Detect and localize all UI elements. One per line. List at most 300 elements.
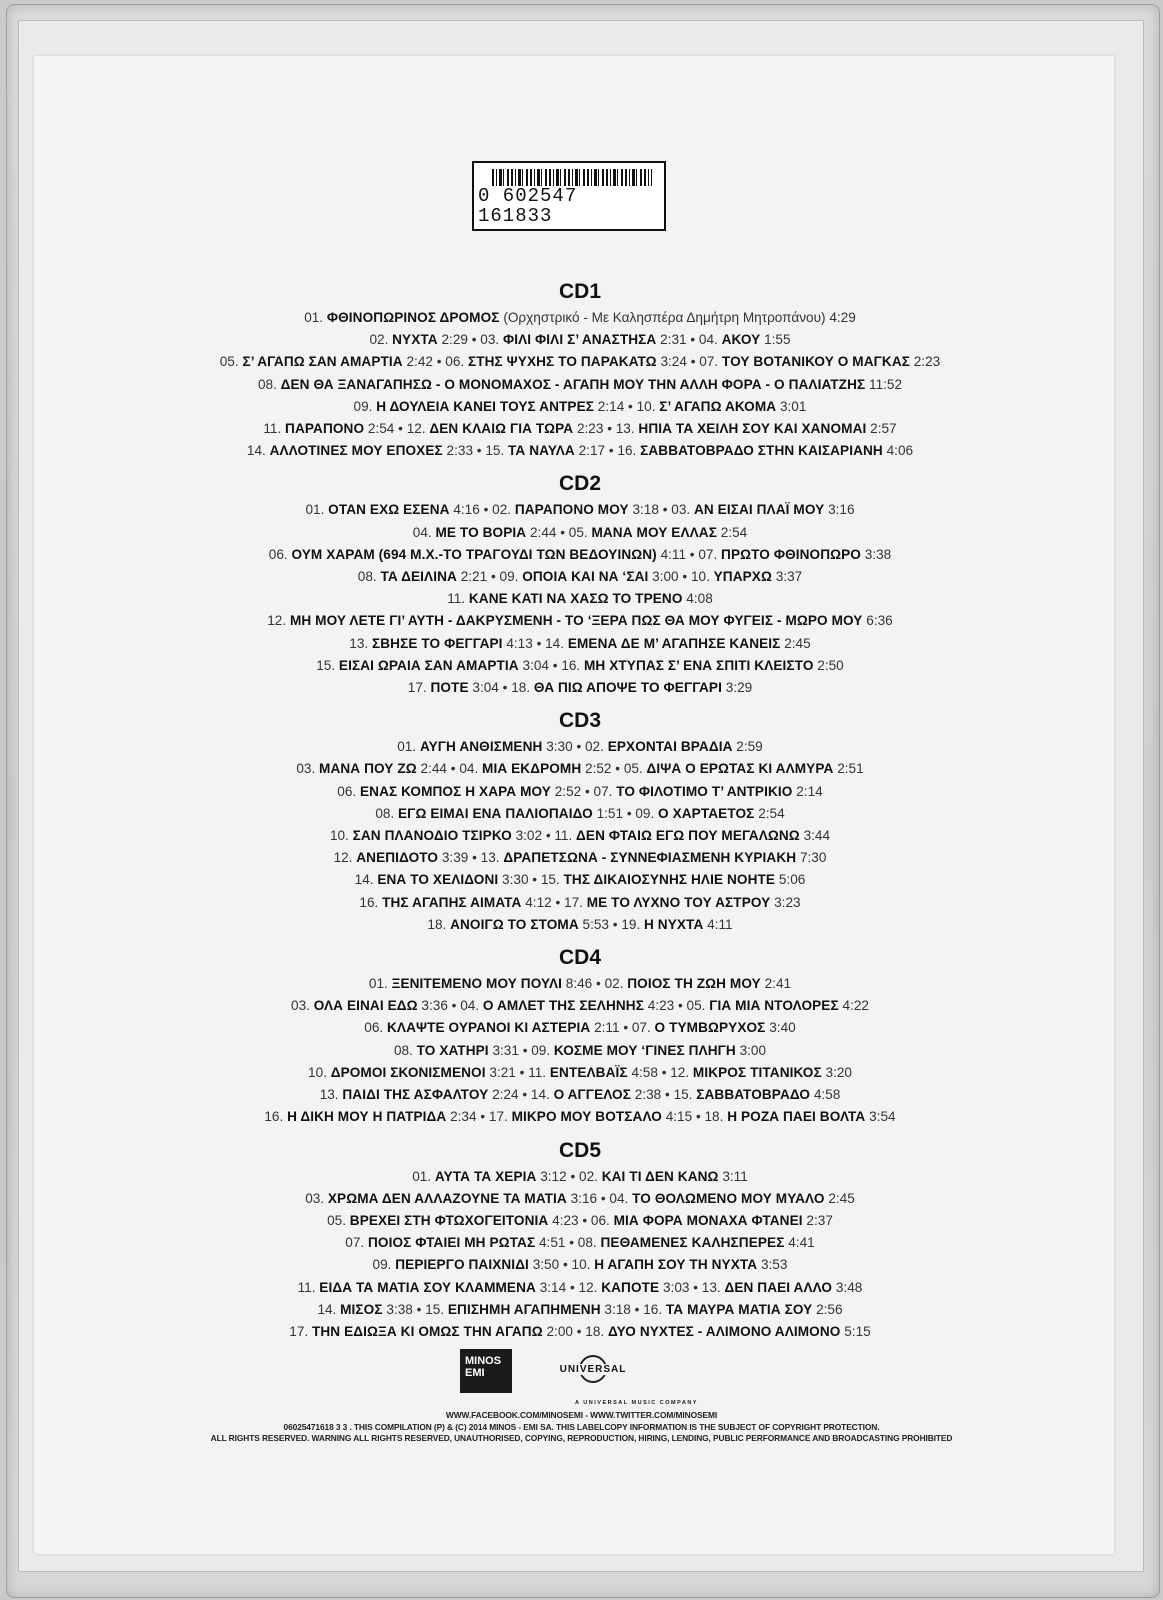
track-duration: 2:33 [446, 443, 474, 459]
track-duration: 2:54 [720, 524, 748, 540]
track-title: ΟΠΟΙΑ ΚΑΙ ΝΑ ‘ΣΑΙ [522, 569, 649, 585]
track-number: 07. [698, 546, 718, 562]
track-number: 08. [375, 805, 395, 821]
separator-dot: • [576, 1323, 582, 1339]
separator-dot: • [582, 1212, 588, 1228]
track-title: ΜΙΑ ΕΚΔΡΟΜΗ [482, 761, 582, 777]
track-number: 01. [304, 310, 324, 325]
track-title: ΔΡΟΜΟΙ ΣΚΟΝΙΣΜΕΝΟΙ [330, 1064, 486, 1080]
track-title: ΕΜΕΝΑ ΔΕ Μ’ ΑΓΑΠΗΣΕ ΚΑΝΕΙΣ [567, 635, 781, 651]
track-number: 08. [257, 376, 277, 392]
separator-dot: • [661, 1064, 667, 1080]
track-number: 03. [291, 998, 310, 1014]
track-duration: 3:16 [570, 1190, 598, 1206]
track-duration: 4:58 [813, 1087, 841, 1103]
track-number: 09. [635, 805, 655, 821]
track-line [130, 544, 1030, 566]
track-number: 12. [578, 1279, 598, 1295]
track-title: ΑΚΟΥ [721, 332, 761, 348]
track-line [130, 677, 1030, 699]
track-duration: 2:23 [576, 421, 604, 437]
track-line [130, 396, 1030, 418]
separator-dot: • [555, 894, 561, 910]
track-number: 07. [631, 1020, 651, 1036]
track-number: 04. [412, 524, 432, 540]
track-title: ΤΗΝ ΕΔΙΩΞΑ ΚΙ ΟΜΩΣ ΤΗΝ ΑΓΑΠΩ [311, 1323, 543, 1339]
track-title: ΑΥΤΑ ΤΑ ΧΕΡΙΑ [434, 1168, 537, 1184]
track-title: ΤΟΥ ΒΟΤΑΝΙΚΟΥ Ο ΜΑΓΚΑΣ [721, 354, 910, 370]
track-number: 10. [690, 569, 710, 585]
track-title: ΠΕΡΙΕΡΓΟ ΠΑΙΧΝΙΔΙ [395, 1257, 529, 1273]
track-line [130, 655, 1030, 677]
track-line [130, 522, 1030, 544]
track-title: ΚΛΑΨΤΕ ΟΥΡΑΝΟΙ ΚΙ ΑΣΤΕΡΙΑ [386, 1020, 591, 1036]
track-title: ΦΘΙΝΟΠΩΡΙΝΟΣ ΔΡΟΜΟΣ [326, 310, 500, 325]
track-number: 16. [359, 894, 379, 910]
separator-dot: • [612, 916, 618, 932]
separator-dot: • [693, 1279, 698, 1295]
separator-dot: • [471, 332, 477, 348]
track-duration: 2:52 [554, 783, 582, 799]
track-number: 02. [369, 332, 389, 348]
track-title: ΣΑΒΒΑΤΟΒΡΑΔΟ [696, 1087, 811, 1103]
track-number: 05. [686, 998, 706, 1014]
track-title: ΣΑΝ ΠΛΑΝΟΔΙΟ ΤΣΙΡΚΟ [352, 828, 512, 844]
track-title: ΑΝΕΠΙΔΟΤΟ [356, 850, 439, 866]
track-title: Η ΝΥΧΤΑ [644, 916, 704, 932]
track-title: ΠΟΤΕ [430, 680, 469, 696]
track-number: 15. [673, 1087, 693, 1103]
track-duration: 2:51 [837, 761, 864, 777]
track-number: 11. [447, 591, 466, 607]
separator-dot: • [416, 1301, 422, 1317]
separator-dot: • [472, 850, 477, 866]
separator-dot: • [569, 1235, 575, 1251]
track-duration: 3:04 [472, 680, 499, 696]
barcode-number: 0 602547 161833 [478, 186, 660, 226]
track-duration: 3:54 [869, 1109, 896, 1125]
cd-heading: CD1 [558, 280, 601, 303]
separator-dot: • [600, 1190, 606, 1206]
track-duration: 11:52 [869, 376, 903, 392]
track-duration: 4:16 [453, 502, 480, 518]
track-duration: 2:41 [764, 976, 792, 992]
track-number: 06. [445, 354, 465, 370]
track-title: ΔΙΨΑ Ο ΕΡΩΤΑΣ ΚΙ ΑΛΜΥΡΑ [646, 761, 834, 777]
track-title: ΓΙΑ ΜΙΑ ΝΤΟΛΟΡΕΣ [709, 998, 839, 1014]
separator-dot: • [502, 680, 508, 696]
track-duration: 3:12 [540, 1168, 567, 1184]
track-duration: 4:11 [660, 546, 687, 562]
track-title: Ο ΑΓΓΕΛΟΣ [553, 1087, 631, 1103]
track-title: ΜΙΑ ΦΟΡΑ ΜΟΝΑΧΑ ΦΤΑΝΕΙ [613, 1212, 803, 1228]
separator-dot: • [678, 998, 683, 1014]
track-line [130, 914, 1030, 936]
track-line [130, 633, 1030, 655]
track-number: 01. [397, 739, 417, 755]
track-duration: 2:45 [784, 635, 811, 651]
track-duration: 3:50 [532, 1257, 560, 1273]
track-title: ΕΝΑ ΤΟ ΧΕΛΙΔΟΝΙ [377, 872, 499, 888]
track-title: ΜΙΚΡΟ ΜΟΥ ΒΟΤΣΑΛΟ [511, 1109, 662, 1125]
track-line [130, 973, 1030, 995]
track-number: 18. [427, 916, 447, 932]
separator-dot: • [536, 635, 542, 651]
track-line [130, 374, 1030, 396]
track-duration: 3:16 [828, 502, 855, 518]
separator-dot: • [522, 1087, 528, 1103]
track-line [130, 588, 1030, 610]
track-duration: 4:51 [539, 1235, 566, 1251]
track-number: 19. [621, 916, 641, 932]
track-line [130, 1254, 1030, 1276]
separator-dot: • [480, 1109, 486, 1125]
track-line [130, 329, 1030, 351]
separator-dot: • [560, 524, 565, 540]
track-number: 02. [579, 1168, 598, 1184]
track-number: 12. [333, 850, 353, 866]
separator-dot: • [623, 1020, 629, 1036]
track-duration: 4:13 [506, 635, 533, 651]
track-number: 07. [593, 783, 613, 799]
track-duration: 3:48 [835, 1279, 863, 1295]
track-number: 06. [364, 1020, 384, 1036]
track-title: ΦΙΛΙ ΦΙΛΙ Σ’ ΑΝΑΣΤΗΣΑ [502, 332, 657, 348]
track-title: ΑΝΟΙΓΩ ΤΟ ΣΤΟΜΑ [450, 916, 579, 932]
track-number: 10. [571, 1257, 591, 1273]
track-title: ΔΕΝ ΘΑ ΞΑΝΑΓΑΠΗΣΩ - Ο ΜΟΝΟΜΑΧΟΣ - ΑΓΑΠΗ ΜΟΥ ΤΗΝ ΑΛΛΗ ΦΟΡΑ - Ο ΠΑΛΙΑΤΖΗΣ [280, 376, 866, 392]
track-title: Η ΔΟΥΛΕΙΑ ΚΑΝΕΙ ΤΟΥΣ ΑΝΤΡΕΣ [376, 398, 595, 414]
track-number: 15. [540, 872, 560, 888]
track-number: 02. [585, 739, 604, 755]
track-duration: 3:00 [652, 569, 679, 585]
separator-dot: • [476, 443, 482, 459]
track-duration: 2:21 [460, 569, 488, 585]
track-duration: 2:45 [828, 1190, 855, 1206]
track-title: ΤΗΣ ΔΙΚΑΙΟΣΥΝΗΣ ΗΛΙΕ ΝΟΗΤΕ [563, 872, 776, 888]
track-line [130, 736, 1030, 758]
track-title: ΕΙΣΑΙ ΩΡΑΙΑ ΣΑΝ ΑΜΑΡΤΙΑ [338, 657, 519, 673]
track-number: 15. [425, 1301, 445, 1317]
track-duration: 2:44 [529, 524, 557, 540]
track-duration: 4:15 [665, 1109, 693, 1125]
track-title: ΠΑΙΔΙ ΤΗΣ ΑΣΦΑΛΤΟΥ [342, 1087, 489, 1103]
track-line [130, 1321, 1030, 1343]
track-duration: 3:40 [769, 1020, 796, 1036]
track-duration: 5:53 [582, 916, 609, 932]
track-title: ΚΟΣΜΕ ΜΟΥ ‘ΓΙΝΕΣ ΠΛΗΓΗ [553, 1042, 736, 1058]
track-title: ΠΕΘΑΜΕΝΕΣ ΚΑΛΗΣΠΕΡΕΣ [600, 1235, 785, 1251]
separator-dot: • [690, 332, 696, 348]
track-line [130, 803, 1030, 825]
separator-dot: • [628, 398, 633, 414]
track-number: 11. [554, 828, 573, 844]
track-duration: 4:23 [552, 1212, 579, 1228]
track-duration: 2:50 [817, 657, 844, 673]
track-duration: 3:11 [722, 1168, 748, 1184]
track-title: ΤΟ ΘΟΛΩΜΕΝΟ ΜΟΥ ΜΥΑΛΟ [632, 1190, 825, 1206]
track-duration: 4:58 [631, 1064, 658, 1080]
track-title: ΜΑΝΑ ΠΟΥ ΖΩ [319, 761, 417, 777]
track-title: ΠΑΡΑΠΟΝΟ ΜΟΥ [514, 502, 629, 518]
track-title: ΜΗ ΜΟΥ ΛΕΤΕ ΓΙ’ ΑΥΤΗ - ΔΑΚΡΥΣΜΕΝΗ - ΤΟ ‘ΞΕΡΑ ΠΩΣ ΘΑ ΜΟΥ ΦΥΓΕΙΣ - ΜΩΡΟ ΜΟΥ [289, 613, 863, 629]
track-number: 09. [372, 1257, 392, 1273]
track-number: 13. [480, 850, 500, 866]
track-number: 17. [564, 894, 583, 910]
track-title: ΠΟΙΟΣ ΦΤΑΙΕΙ ΜΗ ΡΩΤΑΣ [367, 1235, 536, 1251]
universal-tagline: A UNIVERSAL MUSIC COMPANY [575, 1400, 698, 1406]
track-number: 12. [267, 613, 287, 629]
track-duration: 3:14 [539, 1279, 567, 1295]
track-duration: 4:23 [647, 998, 675, 1014]
track-number: 04. [459, 761, 479, 777]
track-number: 03. [480, 332, 500, 348]
track-line [130, 499, 1030, 521]
footer-links: WWW.FACEBOOK.COM/MINOSEMI - WWW.TWITTER.COM/MINOSEMI [445, 1410, 718, 1420]
track-duration: 2:57 [870, 421, 897, 437]
track-number: 13. [701, 1279, 721, 1295]
separator-dot: • [545, 828, 551, 844]
track-number: 06. [268, 546, 288, 562]
track-title: ΔΕΝ ΠΑΕΙ ΑΛΛΟ [724, 1279, 833, 1295]
track-title: ΠΡΩΤΟ ΦΘΙΝΟΠΩΡΟ [721, 546, 861, 562]
track-number: 14. [530, 1087, 550, 1103]
track-line [130, 995, 1030, 1017]
track-duration: 4:41 [788, 1235, 815, 1251]
track-title: ΔΡΑΠΕΤΣΩΝΑ - ΣΥΝΝΕΦΙΑΣΜΕΝΗ ΚΥΡΙΑΚΗ [503, 850, 797, 866]
track-title: ΜΙΣΟΣ [340, 1301, 383, 1317]
track-title: ΣΤΗΣ ΨΥΧΗΣ ΤΟ ΠΑΡΑΚΑΤΩ [467, 354, 657, 370]
track-duration: 3:31 [492, 1042, 519, 1058]
tracklist [130, 280, 1030, 1343]
universal-logo-text: UNIVERSAL [548, 1364, 638, 1375]
track-line [130, 1084, 1030, 1106]
separator-dot: • [483, 502, 489, 518]
track-duration: 3:21 [489, 1064, 516, 1080]
footer-rights: ALL RIGHTS RESERVED. WARNING ALL RIGHTS RESERVED, UNAUTHORISED, COPYING, REPRODUCTION, HIRING, LENDING, PUBLIC PERFORMANCE AND BROADCASTING PROHIBITED [210, 1433, 953, 1443]
track-duration: 2:00 [546, 1323, 573, 1339]
track-line [130, 566, 1030, 588]
track-duration: 3:01 [779, 398, 807, 414]
track-number: 09. [531, 1042, 551, 1058]
track-duration: 3:23 [774, 894, 801, 910]
track-duration: 4:11 [707, 916, 733, 932]
separator-dot: • [596, 976, 601, 992]
track-title: ΕΝΤΕΛΒΑΪΣ [549, 1064, 628, 1080]
track-number: 14. [246, 443, 266, 459]
track-line [130, 1188, 1030, 1210]
track-duration: 3:20 [825, 1064, 852, 1080]
track-line [130, 1299, 1030, 1321]
track-duration: 4:12 [525, 894, 552, 910]
track-duration: 3:29 [725, 680, 753, 696]
track-line [130, 418, 1030, 440]
separator-dot: • [615, 761, 621, 777]
track-duration: 2:24 [492, 1087, 519, 1103]
track-number: 16. [561, 657, 581, 673]
track-duration: 8:46 [565, 976, 593, 992]
minos-logo-line1: MINOS [465, 1355, 502, 1367]
track-duration: 3:04 [522, 657, 549, 673]
track-number: 04. [698, 332, 718, 348]
track-number: 11. [297, 1279, 316, 1295]
track-line [130, 610, 1030, 632]
track-number: 13. [615, 421, 635, 437]
track-title: ΧΡΩΜΑ ΔΕΝ ΑΛΛΑΖΟΥΝΕ ΤΑ ΜΑΤΙΑ [327, 1190, 567, 1206]
track-line [130, 1232, 1030, 1254]
separator-dot: • [584, 783, 590, 799]
track-number: 17. [488, 1109, 508, 1125]
track-title: ΕΓΩ ΕΙΜΑΙ ΕΝΑ ΠΑΛΙΟΠΑΙΔΟ [398, 805, 593, 821]
track-title: Σ’ ΑΓΑΠΩ ΣΑΝ ΑΜΑΡΤΙΑ [242, 354, 403, 370]
track-line [130, 1166, 1030, 1188]
track-number: 06. [337, 783, 357, 799]
track-title: ΒΡΕΧΕΙ ΣΤΗ ΦΤΩΧΟΓΕΙΤΟΝΙΑ [349, 1212, 549, 1228]
track-number: 05. [623, 761, 643, 777]
track-title: ΤΑ ΝΑΥΛΑ [508, 443, 575, 459]
separator-dot: • [451, 998, 457, 1014]
separator-dot: • [690, 354, 696, 370]
track-line [130, 892, 1030, 914]
track-duration: 2:56 [816, 1301, 843, 1317]
track-number: 08. [393, 1042, 413, 1058]
track-duration: 1:55 [764, 332, 791, 348]
track-duration: 2:11 [594, 1020, 620, 1036]
track-duration: 2:17 [578, 443, 606, 459]
track-number: 15. [485, 443, 505, 459]
track-title: ΕΡΧΟΝΤΑΙ ΒΡΑΔΙΑ [607, 739, 733, 755]
separator-dot: • [607, 421, 612, 437]
track-number: 18. [585, 1323, 605, 1339]
track-duration: 2:14 [796, 783, 823, 799]
track-title: Ο ΤΥΜΒΩΡΥΧΟΣ [654, 1020, 766, 1036]
track-title: ΜΑΝΑ ΜΟΥ ΕΛΛΑΣ [591, 524, 717, 540]
track-line [130, 847, 1030, 869]
universal-logo [548, 1355, 638, 1389]
track-line [130, 758, 1030, 780]
track-duration: 3:03 [662, 1279, 690, 1295]
track-number: 11. [263, 421, 282, 437]
track-number: 08. [357, 569, 377, 585]
track-title: ΚΑΠΟΤΕ [601, 1279, 660, 1295]
track-title: ΗΠΙΑ ΤΑ ΧΕΙΛΗ ΣΟΥ ΚΑΙ ΧΑΝΟΜΑΙ [638, 421, 867, 437]
track-title: ΤΑ ΜΑΥΡΑ ΜΑΤΙΑ ΣΟΥ [665, 1301, 813, 1317]
track-duration: 2:14 [597, 398, 625, 414]
track-line [130, 1040, 1030, 1062]
track-title: ΣΒΗΣΕ ΤΟ ΦΕΓΓΑΡΙ [371, 635, 503, 651]
track-duration: 2:38 [634, 1087, 662, 1103]
track-number: 18. [704, 1109, 724, 1125]
separator-dot: • [665, 1087, 670, 1103]
track-title: ΟΥΜ ΧΑΡΑΜ (694 Μ.Χ.-ΤΟ ΤΡΑΓΟΥΔΙ ΤΩΝ ΒΕΔΟΥΙΝΩΝ) [291, 546, 657, 562]
track-duration: 2:44 [420, 761, 447, 777]
track-line [130, 307, 1030, 329]
track-title: Η ΑΓΑΠΗ ΣΟΥ ΤΗ ΝΥΧΤΑ [594, 1257, 758, 1273]
track-line [130, 1062, 1030, 1084]
track-title: ΞΕΝΙΤΕΜΕΝΟ ΜΟΥ ΠΟΥΛΙ [391, 976, 562, 992]
track-duration: 1:51 [596, 805, 624, 821]
cd-heading: CD5 [558, 1138, 601, 1162]
track-line [130, 1017, 1030, 1039]
separator-dot: • [608, 443, 614, 459]
track-number: 17. [407, 680, 427, 696]
track-duration: 2:34 [450, 1109, 477, 1125]
track-duration: 3:38 [386, 1301, 413, 1317]
track-duration: 3:30 [546, 739, 573, 755]
track-title: ΜΕ ΤΟ ΒΟΡΙΑ [435, 524, 527, 540]
track-number: 05. [327, 1212, 346, 1228]
track-duration: 2:23 [913, 354, 941, 370]
track-title: ΤΑ ΔΕΙΛΙΝΑ [380, 569, 457, 585]
separator-dot: • [436, 354, 442, 370]
track-title: ΚΑΝΕ ΚΑΤΙ ΝΑ ΧΑΣΩ ΤΟ ΤΡΕΝΟ [468, 591, 683, 607]
track-duration: 4:08 [686, 591, 713, 607]
cd-heading: CD2 [558, 472, 601, 496]
track-number: 14. [317, 1301, 337, 1317]
separator-dot: • [626, 805, 632, 821]
label-logos [0, 1347, 1163, 1397]
track-duration: 3:30 [502, 872, 529, 888]
track-subtitle: (Ορχηστρικό - Με Καλησπέρα Δημήτρη Μητροπάνου) [503, 310, 826, 325]
track-duration: 2:42 [406, 354, 433, 370]
track-number: 13. [349, 635, 369, 651]
track-title: ΤΟ ΧΑΤΗΡΙ [416, 1042, 489, 1058]
track-number: 10. [329, 828, 349, 844]
track-number: 18. [511, 680, 531, 696]
separator-dot: • [562, 1257, 568, 1273]
track-number: 10. [308, 1064, 327, 1080]
track-line [130, 1277, 1030, 1299]
track-duration: 3:38 [864, 546, 892, 562]
cd-heading: CD3 [558, 709, 601, 733]
track-duration: 2:31 [660, 332, 687, 348]
track-number: 10. [636, 398, 656, 414]
track-title: ΕΝΑΣ ΚΟΜΠΟΣ Η ΧΑΡΑ ΜΟΥ [359, 783, 551, 799]
track-number: 01. [412, 1168, 432, 1184]
footer-copyright: 06025471618 3 3 . THIS COMPILATION (P) & (C) 2014 MINOS - EMI SA. THIS LABELCOPY INFORMATION IS THE SUBJECT OF COPYRIGHT PROTECTION. [283, 1422, 880, 1432]
track-title: ΔΕΝ ΚΛΑΙΩ ΓΙΑ ΤΩΡΑ [429, 421, 574, 437]
track-number: 16. [264, 1109, 284, 1125]
separator-dot: • [689, 546, 695, 562]
track-title: Η ΔΙΚΗ ΜΟΥ Η ΠΑΤΡΙΔΑ [287, 1109, 447, 1125]
track-number: 07. [345, 1235, 365, 1251]
track-duration: 2:52 [585, 761, 612, 777]
separator-dot: • [576, 739, 582, 755]
separator-dot: • [552, 657, 558, 673]
track-number: 02. [492, 502, 512, 518]
track-number: 16. [617, 443, 637, 459]
track-number: 08. [577, 1235, 597, 1251]
track-number: 12. [406, 421, 426, 437]
track-number: 16. [643, 1301, 663, 1317]
track-title: ΑΝ ΕΙΣΑΙ ΠΛΑΪ ΜΟΥ [693, 502, 825, 518]
minos-emi-logo [460, 1349, 512, 1393]
track-duration: 3:18 [604, 1301, 631, 1317]
track-duration: 2:54 [367, 421, 395, 437]
track-number: 01. [305, 502, 325, 518]
track-title: ΑΛΛΟΤΙΝΕΣ ΜΟΥ ΕΠΟΧΕΣ [269, 443, 443, 459]
track-title: ΕΠΙΣΗΜΗ ΑΓΑΠΗΜΕΝΗ [447, 1301, 601, 1317]
track-line [130, 1210, 1030, 1232]
separator-dot: • [570, 1168, 576, 1184]
track-number: 01. [368, 976, 388, 992]
track-duration: 5:15 [844, 1323, 871, 1339]
track-line [130, 440, 1030, 462]
track-number: 04. [460, 998, 480, 1014]
track-title: ΠΑΡΑΠΟΝΟ [285, 421, 365, 437]
track-title: ΝΥΧΤΑ [392, 332, 438, 348]
track-duration: 3:18 [632, 502, 659, 518]
